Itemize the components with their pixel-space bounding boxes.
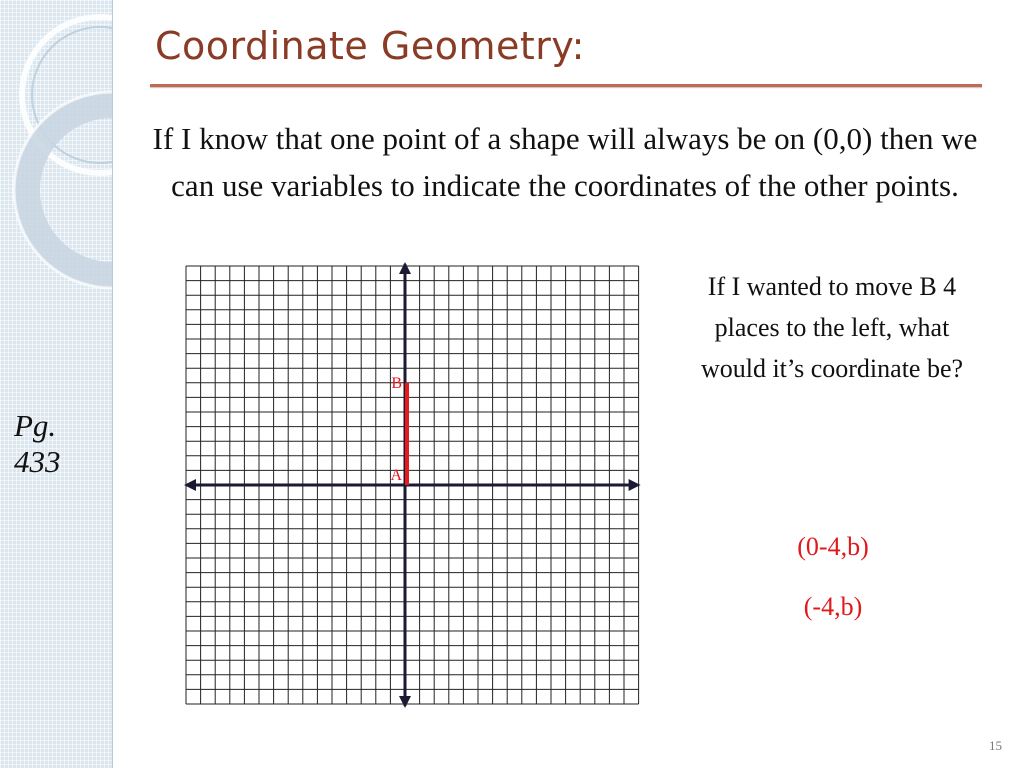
y-axis-top-arrow — [399, 262, 411, 274]
slide-number: 15 — [989, 738, 1002, 753]
question-text: If I wanted to move B 4 places to the left, what would it’s coordinate be? — [700, 272, 964, 383]
intro-text: If I know that one point of a shape will always be on (0,0) then we can use variables to indicate the coordinates of the other points. — [152, 121, 978, 203]
sidebar-rings-decoration — [0, 0, 112, 768]
coordinate-grid — [180, 260, 660, 719]
page-reference — [14, 408, 104, 480]
y-axis-bottom-arrow — [399, 696, 411, 708]
point-b-label: B — [391, 374, 402, 392]
slide-title: Coordinate Geometry: — [155, 24, 585, 68]
page-ref-number: 433 — [14, 444, 61, 479]
axes — [184, 262, 641, 708]
page-ref-label: Pg. — [14, 408, 57, 443]
answer-line-1: (0-4,b) — [797, 532, 869, 561]
grid-svg — [180, 260, 660, 714]
answer-line-2: (-4,b) — [803, 592, 863, 621]
title-divider — [150, 84, 982, 87]
decorative-sidebar — [0, 0, 113, 768]
point-a-label: A — [390, 467, 402, 484]
